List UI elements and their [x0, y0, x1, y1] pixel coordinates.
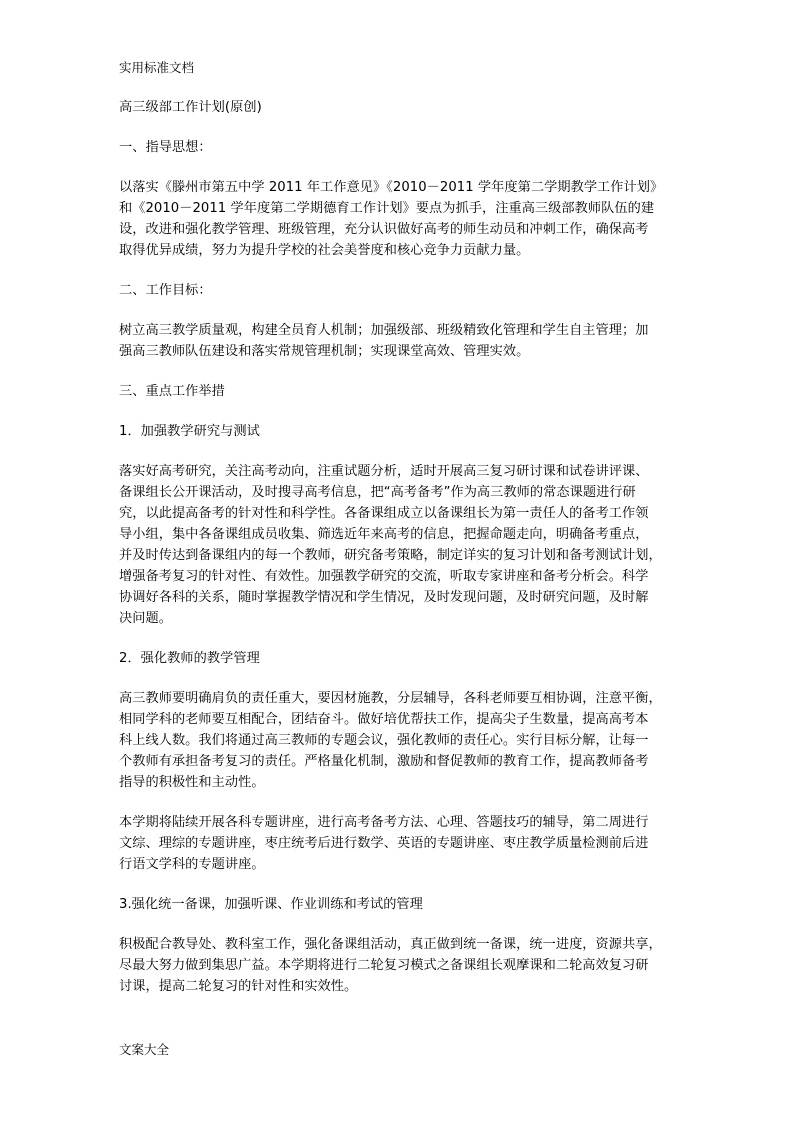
paragraph-lecture-series	[119, 812, 679, 875]
paragraph-line: 并及时传达到备课组内的每一个教师，研究备考策略，制定详实的复习计划和备考测试计划，	[119, 548, 662, 563]
paragraph-line: 以落实《滕州市第五中学 2011 年工作意见》《2010－2011 学年度第二学期教学工作计划》	[119, 180, 664, 195]
section-heading-key-measures: 三、重点工作举措	[119, 384, 225, 399]
paragraph-line: 行语文学科的专题讲座。	[119, 857, 265, 872]
page-header-label: 实用标准文档	[119, 60, 195, 75]
paragraph-line: 讨课，提高二轮复习的针对性和实效性。	[119, 979, 358, 994]
paragraph-line: 指导的积极性和主动性。	[119, 775, 265, 790]
paragraph-guiding-ideology	[119, 177, 679, 261]
paragraph-work-goals	[119, 320, 679, 362]
paragraph-line: 备课组长公开课活动，及时搜寻高考信息，把“高考备考”作为高三教师的常态课题进行研	[119, 485, 636, 500]
section-heading-guiding-ideology: 一、指导思想：	[119, 140, 212, 155]
paragraph-teaching-research	[119, 461, 679, 629]
paragraph-line: 强高三教师队伍建设和落实常规管理机制；实现课堂高效、管理实效。	[119, 344, 530, 359]
paragraph-line: 相同学科的老师要互相配合，团结奋斗。做好培优帮扶工作，提高尖子生数量，提高高考本	[119, 712, 649, 727]
paragraph-teacher-management	[119, 688, 679, 793]
paragraph-line: 尽最大努力做到集思广益。本学期将进行二轮复习模式之备课组长观摩课和二轮高效复习研	[119, 958, 649, 973]
paragraph-line: 本学期将陆续开展各科专题讲座，进行高考备考方法、心理、答题技巧的辅导，第二周进行	[119, 815, 649, 830]
section-heading-work-goals: 二、工作目标：	[119, 283, 212, 298]
subsection-heading-teacher-management: 2．强化教师的教学管理	[119, 651, 260, 666]
paragraph-line: 取得优异成绩，努力为提升学校的社会美誉度和核心竞争力贡献力量。	[119, 243, 530, 258]
paragraph-line: 高三教师要明确肩负的责任重大，要因材施教，分层辅导，各科老师要互相协调，注意平衡，	[119, 691, 662, 706]
paragraph-line: 协调好各科的关系，随时掌握教学情况和学生情况，及时发现问题，及时研究问题，及时解	[119, 590, 649, 605]
paragraph-line: 和《2010－2011 学年度第二学期德育工作计划》要点为抓手，注重高三级部教师队伍的建	[119, 201, 655, 216]
paragraph-line: 落实好高考研究，关注高考动向，注重试题分析，适时开展高三复习研讨课和试卷讲评课、	[119, 464, 649, 479]
paragraph-line: 增强备考复习的针对性、有效性。加强教学研究的交流，听取专家讲座和备考分析会。科学	[119, 569, 649, 584]
paragraph-line: 决问题。	[119, 611, 172, 626]
subsection-heading-teaching-research: 1．加强教学研究与测试	[119, 424, 260, 439]
paragraph-line: 文综、理综的专题讲座，枣庄统考后进行数学、英语的专题讲座、枣庄教学质量检测前后进	[119, 836, 649, 851]
page-footer-label: 文案大全	[119, 1042, 170, 1057]
paragraph-line: 科上线人数。我们将通过高三教师的专题会议，强化教师的责任心。实行目标分解，让每一	[119, 733, 649, 748]
paragraph-unified-lesson-prep	[119, 934, 679, 997]
subsection-heading-unified-lesson-prep: 3.强化统一备课，加强听课、作业训练和考试的管理	[119, 897, 423, 912]
paragraph-line: 设，改进和强化教学管理、班级管理，充分认识做好高考的师生动员和冲刺工作，确保高考	[119, 222, 649, 237]
paragraph-line: 树立高三教学质量观，构建全员育人机制；加强级部、班级精致化管理和学生自主管理；加	[119, 323, 649, 338]
paragraph-line: 个教师有承担备考复习的责任。严格量化机制，激励和督促教师的教育工作，提高教师备考	[119, 754, 649, 769]
paragraph-line: 积极配合教导处、教科室工作，强化备课组活动，真正做到统一备课，统一进度，资源共享，	[119, 937, 662, 952]
document-title: 高三级部工作计划(原创)	[119, 100, 262, 115]
document-content	[119, 97, 679, 997]
paragraph-line: 导小组，集中各备课组成员收集、筛选近年来高考的信息，把握命题走向，明确备考重点，	[119, 527, 649, 542]
paragraph-line: 究，以此提高备考的针对性和科学性。各备课组成立以备课组长为第一责任人的备考工作领	[119, 506, 649, 521]
